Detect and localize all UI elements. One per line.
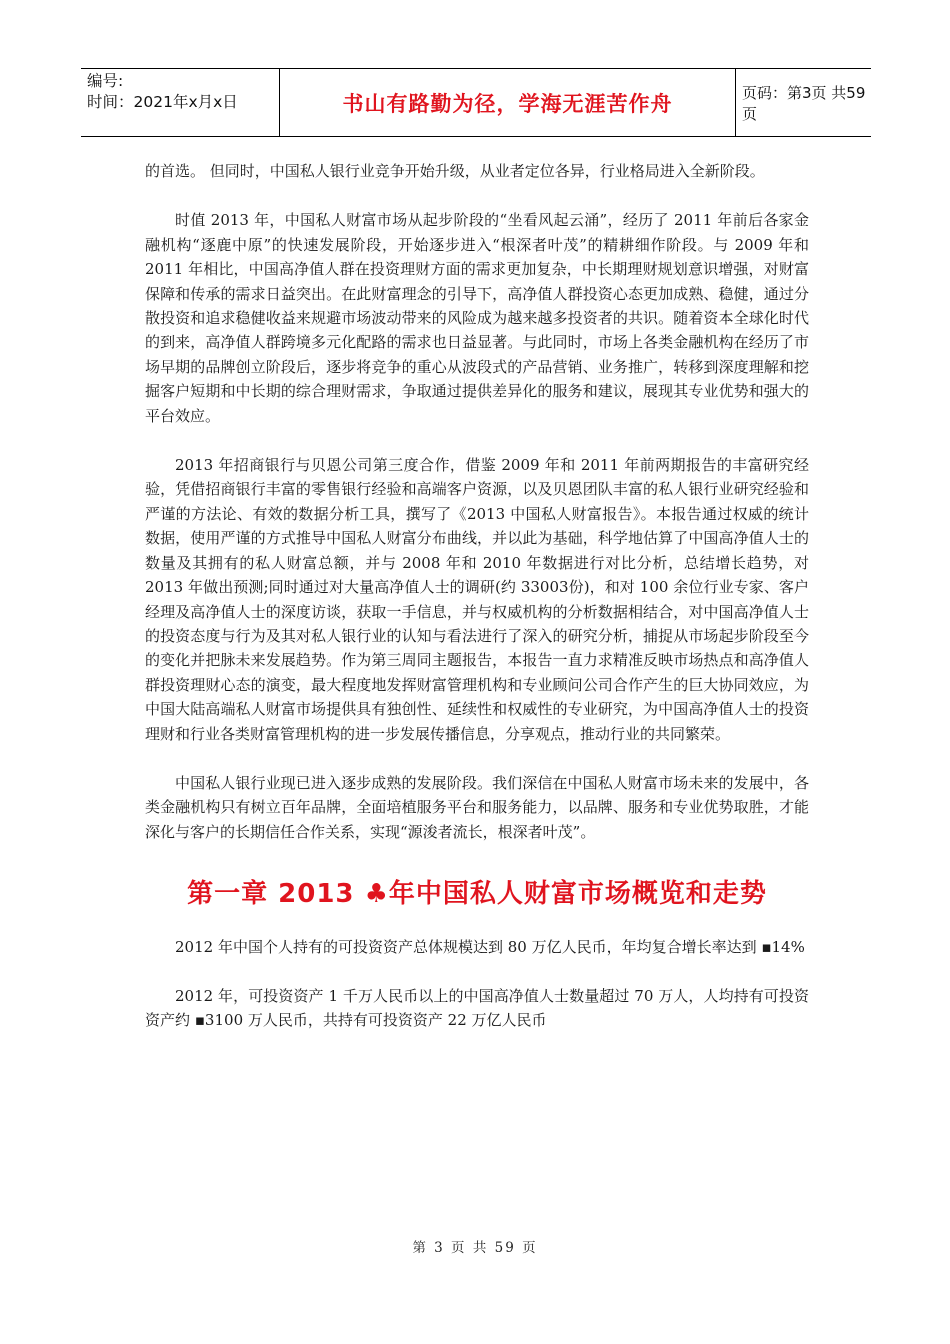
paragraph-hnwi-count: 2012 年，可投资资产 1 千万人民币以上的中国高净值人士数量超过 70 万人，人均持有可投资资产约 ▪3100 万人民币，共持有可投资资产 22 万亿人民币 — [145, 986, 809, 1030]
paragraph-market-stage: 时值 2013 年，中国私人财富市场从起步阶段的“坐看风起云涌”，经历了 2011 年前后各家金融机构“逐鹿中原”的快速发展阶段，开始逐步进入“根深者叶茂”的精耕细作阶段。与 2009 年和 2011 年相比，中国高净值人群在投资理财方面的需求更加复杂，中长期理财规划意识增强，对财富保障和传承的需求日益突出。在此财富理念的引导下，高净值人群投资心态更加成熟、稳健，通过分散投资和追求稳健收益来规避市场波动带来的风险成为越来越多投资者的共识。随着资本全球化时代的到来，高净值人群跨境多元化配路的需求也日益显著。与此同时，市场上各类金融机构在经历了市场早期的品牌创立阶段后，逐步将竞争的重心从波段式的产品营销、业务推广，转移到深度理解和挖掘客户短期和中长期的综合理财需求，争取通过提供差异化的服务和建议，展现其专业优势和强大的平台效应。 — [145, 211, 809, 425]
header-number-label: 编号: — [87, 72, 124, 90]
document-body — [145, 159, 809, 1033]
header-info-cell — [81, 69, 280, 136]
header-time-label: 时间：2021年x月x日 — [87, 93, 238, 111]
paragraph-continuation: 的首选。 但同时，中国私人银行业竞争开始升级，从业者定位各异，行业格局进入全新阶段。 — [145, 162, 765, 180]
paragraph-report-intro: 2013 年招商银行与贝恩公司第三度合作，借鉴 2009 年和 2011 年前两期报告的丰富研究经验，凭借招商银行丰富的零售银行经验和高端客户资源，以及贝恩团队丰富的私人银行业研究经验和严谨的方法论、有效的数据分析工具，撰写了《2013 中国私人财富报告》。本报告通过权威的统计数据，使用严谨的方式推导中国私人财富分布曲线，并以此为基础，科学地估算了中国高净值人士的数量及其拥有的私人财富总额，并与 2008 年和 2010 年数据进行对比分析，总结增长趋势，对 2013 年做出预测;同时通过对大量高净值人士的调研(约 33003份)，和对 100 余位行业专家、客户经理及高净值人士的深度访谈，获取一手信息，并与权威机构的分析数据相结合，对中国高净值人士的投资态度与行为及其对私人银行业的认知与看法进行了深入的研究分析，捕捉从市场起步阶段至今的变化并把脉未来发展趋势。作为第三周同主题报告，本报告一直力求精准反映市场热点和高净值人群投资理财心态的演变，最大程度地发挥财富管理机构和专业顾问公司合作产生的巨大协同效应，为中国大陆高端私人财富市场提供具有独创性、延续性和权威性的专业研究，为中国高净值人士的投资理财和行业各类财富管理机构的进一步发展传播信息，分享观点，推动行业的共同繁荣。 — [145, 456, 809, 743]
page-header — [81, 68, 871, 137]
paragraph-investable-assets: 2012 年中国个人持有的可投资资产总体规模达到 80 万亿人民币，年均复合增长率达到 ▪14% — [175, 937, 805, 956]
header-motto-cell — [280, 69, 736, 136]
page-footer: 第 3 页 共 59 页 — [412, 1240, 538, 1256]
header-page-label: 页码：第3页 共59页 — [742, 83, 866, 123]
header-motto: 书山有路勤为径，学海无涯苦作舟 — [342, 91, 673, 116]
header-page-cell — [736, 69, 871, 136]
chapter-title: 第一章 2013 ♣年中国私人财富市场概览和走势 — [187, 879, 767, 910]
paragraph-industry-outlook: 中国私人银行业现已进入逐步成熟的发展阶段。我们深信在中国私人财富市场未来的发展中，各类金融机构只有树立百年品牌，全面培植服务平台和服务能力，以品牌、服务和专业优势取胜，才能深化与客户的长期信任合作关系，实现“源浚者流长，根深者叶茂”。 — [145, 773, 809, 841]
